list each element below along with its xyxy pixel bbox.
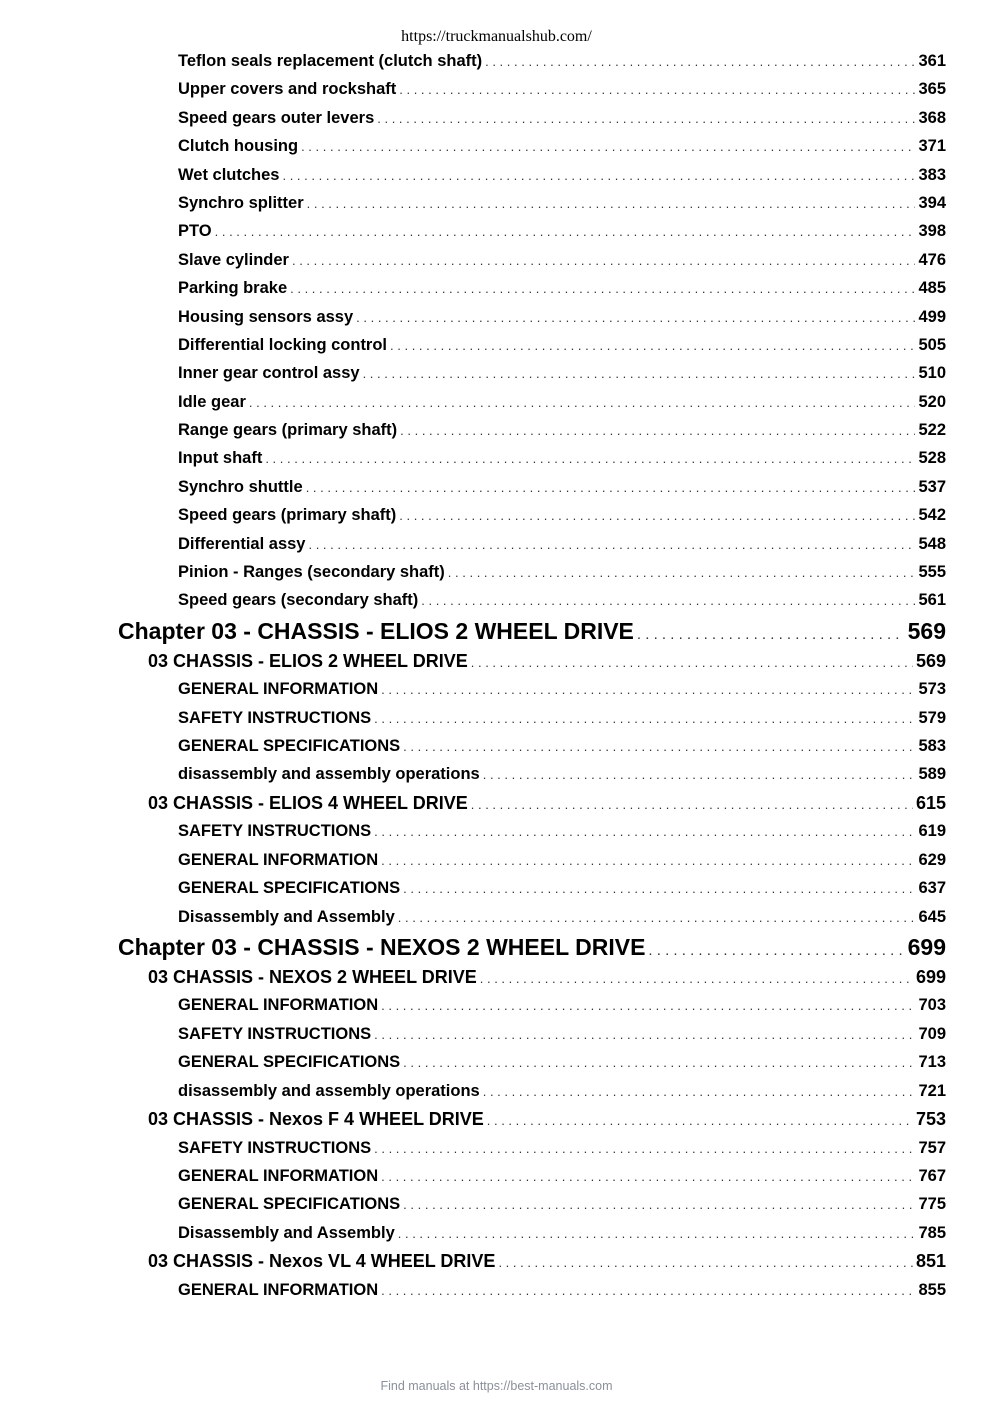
toc-section-entry[interactable] xyxy=(0,1105,993,1134)
toc-entry-page-number: 775 xyxy=(918,1195,946,1214)
toc-dot-leader xyxy=(381,992,915,1019)
toc-dot-leader xyxy=(403,1049,915,1076)
toc-dot-leader xyxy=(292,247,915,274)
toc-chapter-entry[interactable] xyxy=(0,615,993,647)
toc-entry-title: Wet clutches xyxy=(178,165,280,184)
toc-entry[interactable] xyxy=(0,1020,993,1048)
toc-entry-title: Upper covers and rockshaft xyxy=(178,80,397,99)
toc-dot-leader xyxy=(282,162,915,189)
toc-dot-leader xyxy=(483,1078,916,1105)
toc-dot-leader xyxy=(377,105,915,132)
toc-entry-page-number: 528 xyxy=(918,449,946,468)
footer-link[interactable]: Find manuals at https://best-manuals.com xyxy=(380,1379,613,1393)
toc-entry-page-number: 713 xyxy=(918,1053,946,1072)
toc-entry[interactable] xyxy=(0,388,993,416)
toc-entry-title: disassembly and assembly operations xyxy=(178,1081,480,1100)
toc-dot-leader xyxy=(374,1021,915,1048)
toc-entry-title: Pinion - Ranges (secondary shaft) xyxy=(178,563,445,582)
toc-dot-leader xyxy=(381,847,915,874)
toc-entry-page-number: 703 xyxy=(918,996,946,1015)
toc-entry-title: Speed gears outer levers xyxy=(178,108,375,127)
toc-entry-page-number: 371 xyxy=(918,137,946,156)
toc-entry-page-number: 637 xyxy=(918,879,946,898)
toc-entry-title: GENERAL INFORMATION xyxy=(178,996,379,1015)
toc-entry[interactable] xyxy=(0,274,993,302)
toc-dot-leader xyxy=(301,133,915,160)
toc-dot-leader xyxy=(400,417,915,444)
toc-entry-page-number: 394 xyxy=(918,193,946,212)
toc-entry-page-number: 561 xyxy=(918,591,946,610)
toc-section-entry[interactable] xyxy=(0,963,993,992)
toc-dot-leader xyxy=(471,791,913,818)
toc-entry-title: GENERAL INFORMATION xyxy=(178,850,379,869)
toc-entry-title: GENERAL SPECIFICATIONS xyxy=(178,1195,401,1214)
toc-entry[interactable] xyxy=(0,817,993,845)
toc-entry-title: Disassembly and Assembly xyxy=(178,907,395,926)
toc-dot-leader xyxy=(471,649,913,676)
toc-entry[interactable] xyxy=(0,75,993,103)
header-url[interactable]: https://truckmanualshub.com/ xyxy=(401,28,592,45)
toc-entry-title: Differential assy xyxy=(178,534,306,553)
toc-entry-title: Synchro splitter xyxy=(178,193,304,212)
toc-entry-title: Speed gears (secondary shaft) xyxy=(178,591,419,610)
toc-dot-leader xyxy=(381,1277,915,1304)
toc-entry-title: 03 CHASSIS - ELIOS 2 WHEEL DRIVE xyxy=(148,650,468,671)
toc-dot-leader xyxy=(480,965,913,992)
toc-entry[interactable] xyxy=(0,704,993,732)
toc-entry[interactable] xyxy=(0,444,993,472)
toc-entry[interactable] xyxy=(0,331,993,359)
toc-entry-page-number: 851 xyxy=(915,1251,946,1272)
toc-entry-page-number: 721 xyxy=(918,1081,946,1100)
toc-dot-leader xyxy=(374,818,915,845)
toc-entry[interactable] xyxy=(0,132,993,160)
toc-dot-leader xyxy=(306,474,916,501)
toc-section-entry[interactable] xyxy=(0,789,993,818)
toc-dot-leader xyxy=(381,1163,915,1190)
toc-entry[interactable] xyxy=(0,217,993,245)
toc-dot-leader xyxy=(249,389,916,416)
toc-dot-leader xyxy=(399,76,915,103)
toc-entry[interactable] xyxy=(0,1162,993,1190)
toc-entry[interactable] xyxy=(0,473,993,501)
toc-entry[interactable] xyxy=(0,530,993,558)
toc-dot-leader xyxy=(356,304,915,331)
toc-entry-title: disassembly and assembly operations xyxy=(178,765,480,784)
toc-entry-page-number: 537 xyxy=(918,477,946,496)
toc-entry-title: Chapter 03 - CHASSIS - NEXOS 2 WHEEL DRIVE xyxy=(118,933,646,960)
toc-dot-leader xyxy=(403,1191,915,1218)
toc-entry-page-number: 699 xyxy=(907,933,946,960)
toc-dot-leader xyxy=(265,445,915,472)
toc-entry-title: SAFETY INSTRUCTIONS xyxy=(178,1024,372,1043)
toc-dot-leader xyxy=(308,531,915,558)
toc-entry-page-number: 365 xyxy=(918,80,946,99)
toc-entry-title: Synchro shuttle xyxy=(178,477,303,496)
toc-entry[interactable] xyxy=(0,161,993,189)
toc-entry-page-number: 569 xyxy=(907,617,946,644)
toc-entry-title: Slave cylinder xyxy=(178,250,289,269)
toc-entry[interactable] xyxy=(0,1219,993,1247)
toc-entry-page-number: 520 xyxy=(918,392,946,411)
toc-entry-title: SAFETY INSTRUCTIONS xyxy=(178,1138,372,1157)
toc-dot-leader xyxy=(363,360,916,387)
toc-entry-page-number: 368 xyxy=(918,108,946,127)
toc-section-entry[interactable] xyxy=(0,647,993,676)
toc-dot-leader xyxy=(374,705,915,732)
toc-entry[interactable] xyxy=(0,1077,993,1105)
toc-entry-title: Input shaft xyxy=(178,449,263,468)
toc-dot-leader xyxy=(498,1249,913,1276)
toc-entry[interactable] xyxy=(0,246,993,274)
toc-entry-page-number: 753 xyxy=(915,1109,946,1129)
toc-entry-title: Housing sensors assy xyxy=(178,307,354,326)
toc-entry-title: Teflon seals replacement (clutch shaft) xyxy=(178,52,483,70)
toc-entry[interactable] xyxy=(0,104,993,132)
toc-dot-leader xyxy=(398,904,916,931)
toc-entry-title: 03 CHASSIS - Nexos F 4 WHEEL DRIVE xyxy=(148,1109,484,1129)
toc-entry-title: GENERAL INFORMATION xyxy=(178,1166,379,1185)
toc-dot-leader xyxy=(483,761,916,788)
toc-entry[interactable] xyxy=(0,189,993,217)
toc-entry-page-number: 476 xyxy=(918,250,946,269)
toc-entry[interactable] xyxy=(0,47,993,75)
toc-dot-leader xyxy=(421,587,915,614)
toc-entry-page-number: 767 xyxy=(918,1166,946,1185)
toc-entry[interactable] xyxy=(0,903,993,931)
toc-entry-title: GENERAL INFORMATION xyxy=(178,680,379,699)
toc-dot-leader xyxy=(485,48,915,75)
toc-entry-title: Idle gear xyxy=(178,392,246,411)
toc-entry-title: 03 CHASSIS - NEXOS 2 WHEEL DRIVE xyxy=(148,966,477,987)
toc-entry[interactable] xyxy=(0,416,993,444)
toc-entry-title: Range gears (primary shaft) xyxy=(178,421,398,440)
toc-dot-leader xyxy=(398,1220,916,1247)
toc-entry[interactable] xyxy=(0,303,993,331)
toc-entry-page-number: 785 xyxy=(918,1223,946,1242)
toc-section-entry[interactable] xyxy=(0,1247,993,1276)
toc-dot-leader xyxy=(390,332,915,359)
toc-entry[interactable] xyxy=(0,1048,993,1076)
toc-entry-page-number: 573 xyxy=(918,680,946,699)
toc-entry-page-number: 855 xyxy=(918,1280,946,1299)
toc-entry-page-number: 542 xyxy=(918,506,946,525)
toc-entry-title: Chapter 03 - CHASSIS - ELIOS 2 WHEEL DRIVE xyxy=(118,617,634,644)
toc-entry-page-number: 499 xyxy=(918,307,946,326)
toc-dot-leader xyxy=(215,218,916,245)
toc-entry-title: Disassembly and Assembly xyxy=(178,1223,395,1242)
toc-entry-page-number: 583 xyxy=(918,737,946,756)
toc-entry[interactable] xyxy=(0,558,993,586)
table-of-contents xyxy=(0,47,993,1304)
toc-dot-leader xyxy=(381,676,915,703)
toc-entry[interactable] xyxy=(0,359,993,387)
toc-entry-title: Parking brake xyxy=(178,279,288,298)
toc-entry-title: Differential locking control xyxy=(178,335,388,354)
toc-entry-title: PTO xyxy=(178,222,212,241)
toc-entry-page-number: 510 xyxy=(918,364,946,383)
toc-entry[interactable] xyxy=(0,675,993,703)
toc-entry-page-number: 485 xyxy=(918,279,946,298)
toc-entry-title: SAFETY INSTRUCTIONS xyxy=(178,822,372,841)
toc-entry-page-number: 629 xyxy=(918,850,946,869)
toc-dot-leader xyxy=(374,1135,915,1162)
toc-dot-leader xyxy=(403,875,915,902)
toc-entry-title: Inner gear control assy xyxy=(178,364,360,383)
toc-entry-page-number: 619 xyxy=(918,822,946,841)
toc-entry[interactable] xyxy=(0,874,993,902)
toc-dot-leader xyxy=(448,559,916,586)
toc-dot-leader xyxy=(290,275,915,302)
toc-entry-title: Clutch housing xyxy=(178,137,299,156)
toc-entry-page-number: 579 xyxy=(918,708,946,727)
toc-dot-leader xyxy=(403,733,915,760)
toc-entry[interactable] xyxy=(0,1276,993,1304)
toc-entry-page-number: 645 xyxy=(918,907,946,926)
toc-entry[interactable] xyxy=(0,586,993,614)
toc-entry-title: 03 CHASSIS - ELIOS 4 WHEEL DRIVE xyxy=(148,792,468,813)
toc-entry-page-number: 589 xyxy=(918,765,946,784)
toc-entry-title: Speed gears (primary shaft) xyxy=(178,506,397,525)
toc-entry[interactable] xyxy=(0,1134,993,1162)
toc-entry-page-number: 569 xyxy=(915,650,946,671)
toc-entry[interactable] xyxy=(0,760,993,788)
toc-entry-page-number: 361 xyxy=(918,52,946,70)
toc-entry[interactable] xyxy=(0,991,993,1019)
toc-entry-title: GENERAL SPECIFICATIONS xyxy=(178,737,401,756)
toc-entry-title: 03 CHASSIS - Nexos VL 4 WHEEL DRIVE xyxy=(148,1251,496,1272)
toc-chapter-entry[interactable] xyxy=(0,931,993,963)
toc-entry[interactable] xyxy=(0,732,993,760)
toc-entry-title: GENERAL SPECIFICATIONS xyxy=(178,1053,401,1072)
toc-entry[interactable] xyxy=(0,1190,993,1218)
toc-entry-title: SAFETY INSTRUCTIONS xyxy=(178,708,372,727)
toc-dot-leader xyxy=(307,190,916,217)
toc-entry-page-number: 757 xyxy=(918,1138,946,1157)
toc-dot-leader xyxy=(637,619,905,647)
toc-entry-page-number: 709 xyxy=(918,1024,946,1043)
toc-dot-leader xyxy=(487,1107,913,1134)
toc-entry-title: GENERAL INFORMATION xyxy=(178,1280,379,1299)
toc-entry-page-number: 699 xyxy=(915,966,946,987)
toc-dot-leader xyxy=(648,935,904,963)
toc-entry-page-number: 383 xyxy=(918,165,946,184)
toc-entry-page-number: 615 xyxy=(915,792,946,813)
toc-entry-page-number: 555 xyxy=(918,563,946,582)
toc-entry-page-number: 398 xyxy=(918,222,946,241)
toc-dot-leader xyxy=(399,502,915,529)
toc-entry-page-number: 522 xyxy=(918,421,946,440)
toc-entry-title: GENERAL SPECIFICATIONS xyxy=(178,879,401,898)
toc-entry[interactable] xyxy=(0,501,993,529)
toc-entry-page-number: 505 xyxy=(918,335,946,354)
toc-entry-page-number: 548 xyxy=(918,534,946,553)
toc-entry[interactable] xyxy=(0,846,993,874)
